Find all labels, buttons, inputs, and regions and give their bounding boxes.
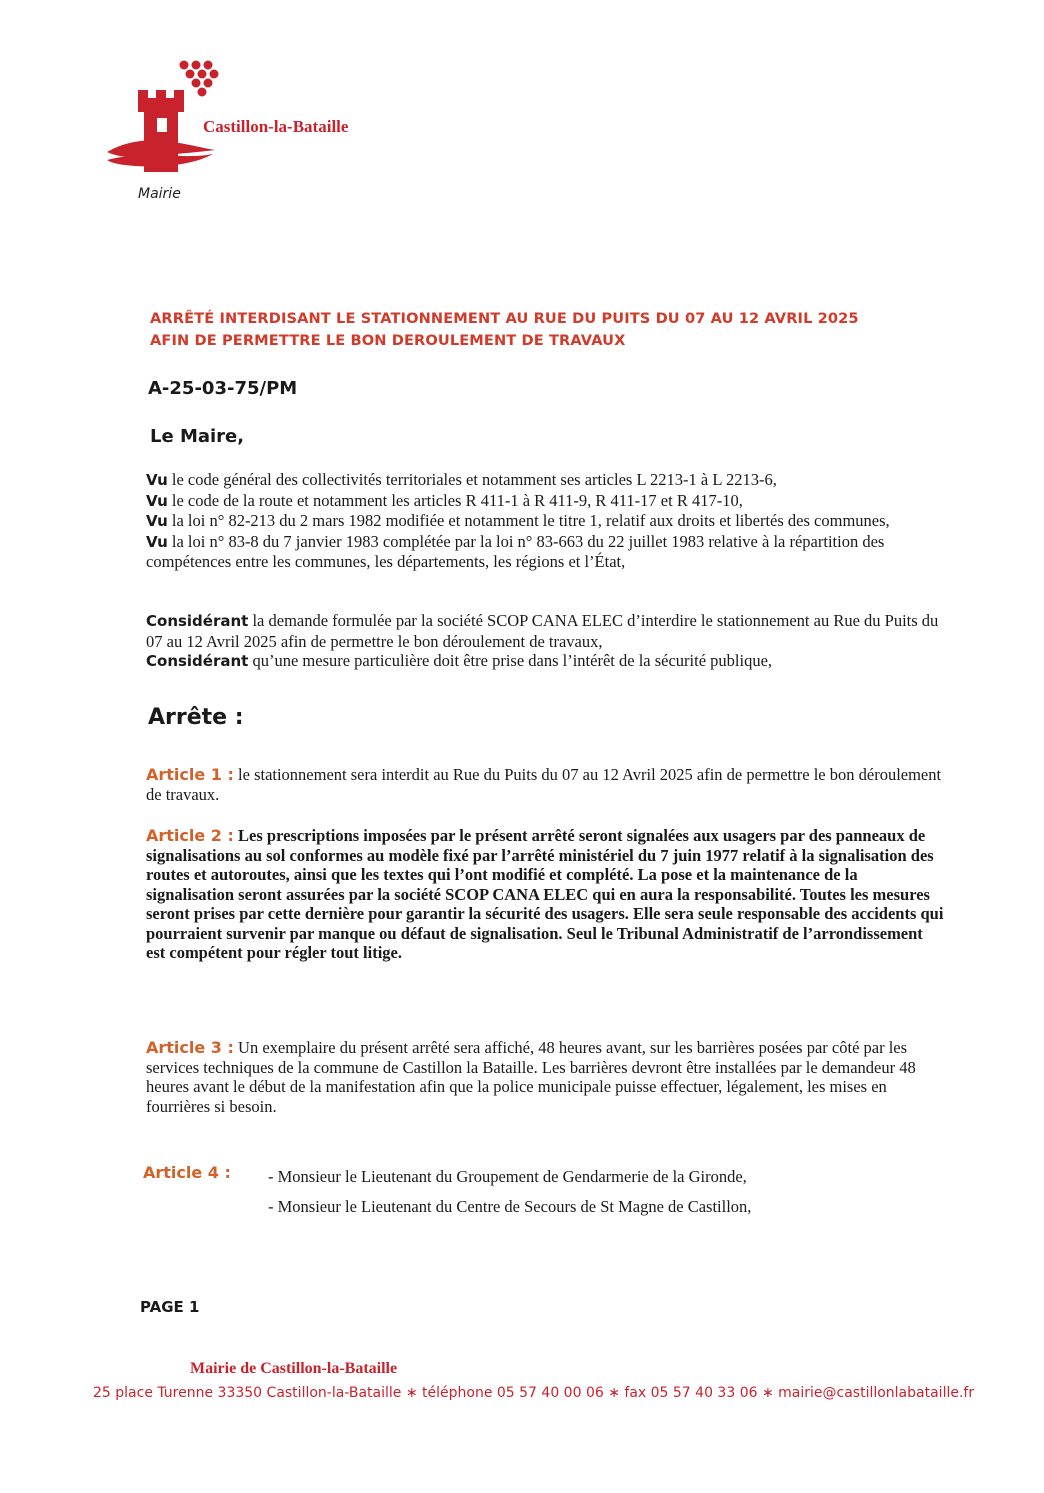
article-1-label: Article 1 : [146, 765, 234, 784]
vu-item: Vu le code de la route et notamment les articles R 411-1 à R 411-9, R 411-17 et R 417-10, [146, 490, 743, 510]
article-1-text: le stationnement sera interdit au Rue du Puits du 07 au 12 Avril 2025 afin de permettre le bon déroulement de travaux. [146, 765, 942, 804]
title-line-1: ARRÊTÉ INTERDISANT LE STATIONNEMENT AU RUE DU PUITS DU 07 AU 12 AVRIL 2025 [150, 310, 859, 327]
vu-item: Vu le code général des collectivités territoriales et notamment ses articles L 2213-1 à L 2213-6, [146, 470, 777, 489]
arrete-heading: Arrête : [148, 705, 244, 730]
page-number: PAGE 1 [140, 1298, 200, 1316]
article-3-label: Article 3 : [146, 1038, 234, 1057]
logo-subtitle: Mairie [138, 186, 181, 202]
considerant-block [146, 611, 946, 672]
article-2-label: Article 2 : [146, 826, 234, 845]
article-3 [146, 1038, 946, 1116]
grapes-icon [180, 61, 219, 97]
footer-name: Mairie de Castillon-la-Bataille [190, 1360, 398, 1377]
authority-heading: Le Maire, [150, 426, 245, 447]
article-4-item: - Monsieur le Lieutenant du Centre de Secours de St Magne de Castillon, [268, 1197, 752, 1216]
considerant-item: Considérant qu’une mesure particulière doit être prise dans l’intérêt de la sécurité publique, [146, 651, 773, 670]
vu-item: Vu la loi n° 83-8 du 7 janvier 1983 complétée par la loi n° 83-663 du 22 juillet 1983 relative à la répartition des compétences entre les communes, les départements, les régions et l’État, [146, 531, 885, 571]
article-4-item: - Monsieur le Lieutenant du Groupement de Gendarmerie de la Gironde, [268, 1167, 747, 1186]
title-line-2: AFIN DE PERMETTRE LE BON DEROULEMENT DE TRAVAUX [150, 332, 626, 349]
article-2-text: Les prescriptions imposées par le présent arrêté seront signalées aux usagers par des panneaux de signalisations au sol conformes au modèle fixé par l’arrêté ministériel du 7 juin 1977 relatif à la signalisation des routes et autoroutes, ainsi que les textes qui l’ont modifié et complété. La pose et la maintenance de la signalisation seront assurées par la société SCOP CANA ELEC qui en aura la responsabilité. Toutes les mesures seront prises par cette dernière pour garantir la sécurité des usagers. Elle sera seule responsable des accidents qui pourraient survenir par manque ou défaut de signalisation. Seul le Tribunal Administratif de l’arrondissement est compétent pour régler tout litige. [146, 826, 944, 962]
document-reference: A-25-03-75/PM [148, 378, 298, 399]
article-3-text: Un exemplaire du présent arrêté sera affiché, 48 heures avant, sur les barrières posées par côté par les services techniques de la commune de Castillon la Bataille. Les barrières devront être installées par le demandeur 48 heures avant le début de la manifestation afin que la police municipale puisse effectuer, légalement, les mises en fourrières si besoin. [146, 1038, 916, 1116]
article-4-label: Article 4 : [143, 1163, 231, 1182]
article-1 [146, 765, 946, 804]
vu-block [146, 470, 946, 572]
footer-address: 25 place Turenne 33350 Castillon-la-Bataille ∗ téléphone 05 57 40 00 06 ∗ fax 05 57 40 33 06 ∗ mairie@castillonlabataille.fr [93, 1385, 975, 1401]
logo-municipality-name: Castillon-la-Bataille [203, 117, 349, 136]
document-title [150, 308, 990, 352]
article-2 [146, 826, 946, 963]
vu-item: Vu la loi n° 82-213 du 2 mars 1982 modifiée et notamment le titre 1, relatif aux droits et libertés des communes, [146, 511, 890, 530]
considerant-item: Considérant la demande formulée par la société SCOP CANA ELEC d’interdire le stationnement au Rue du Puits du 07 au 12 Avril 2025 afin de permettre le bon déroulement de travaux, [146, 611, 939, 651]
river-icon [107, 140, 215, 157]
